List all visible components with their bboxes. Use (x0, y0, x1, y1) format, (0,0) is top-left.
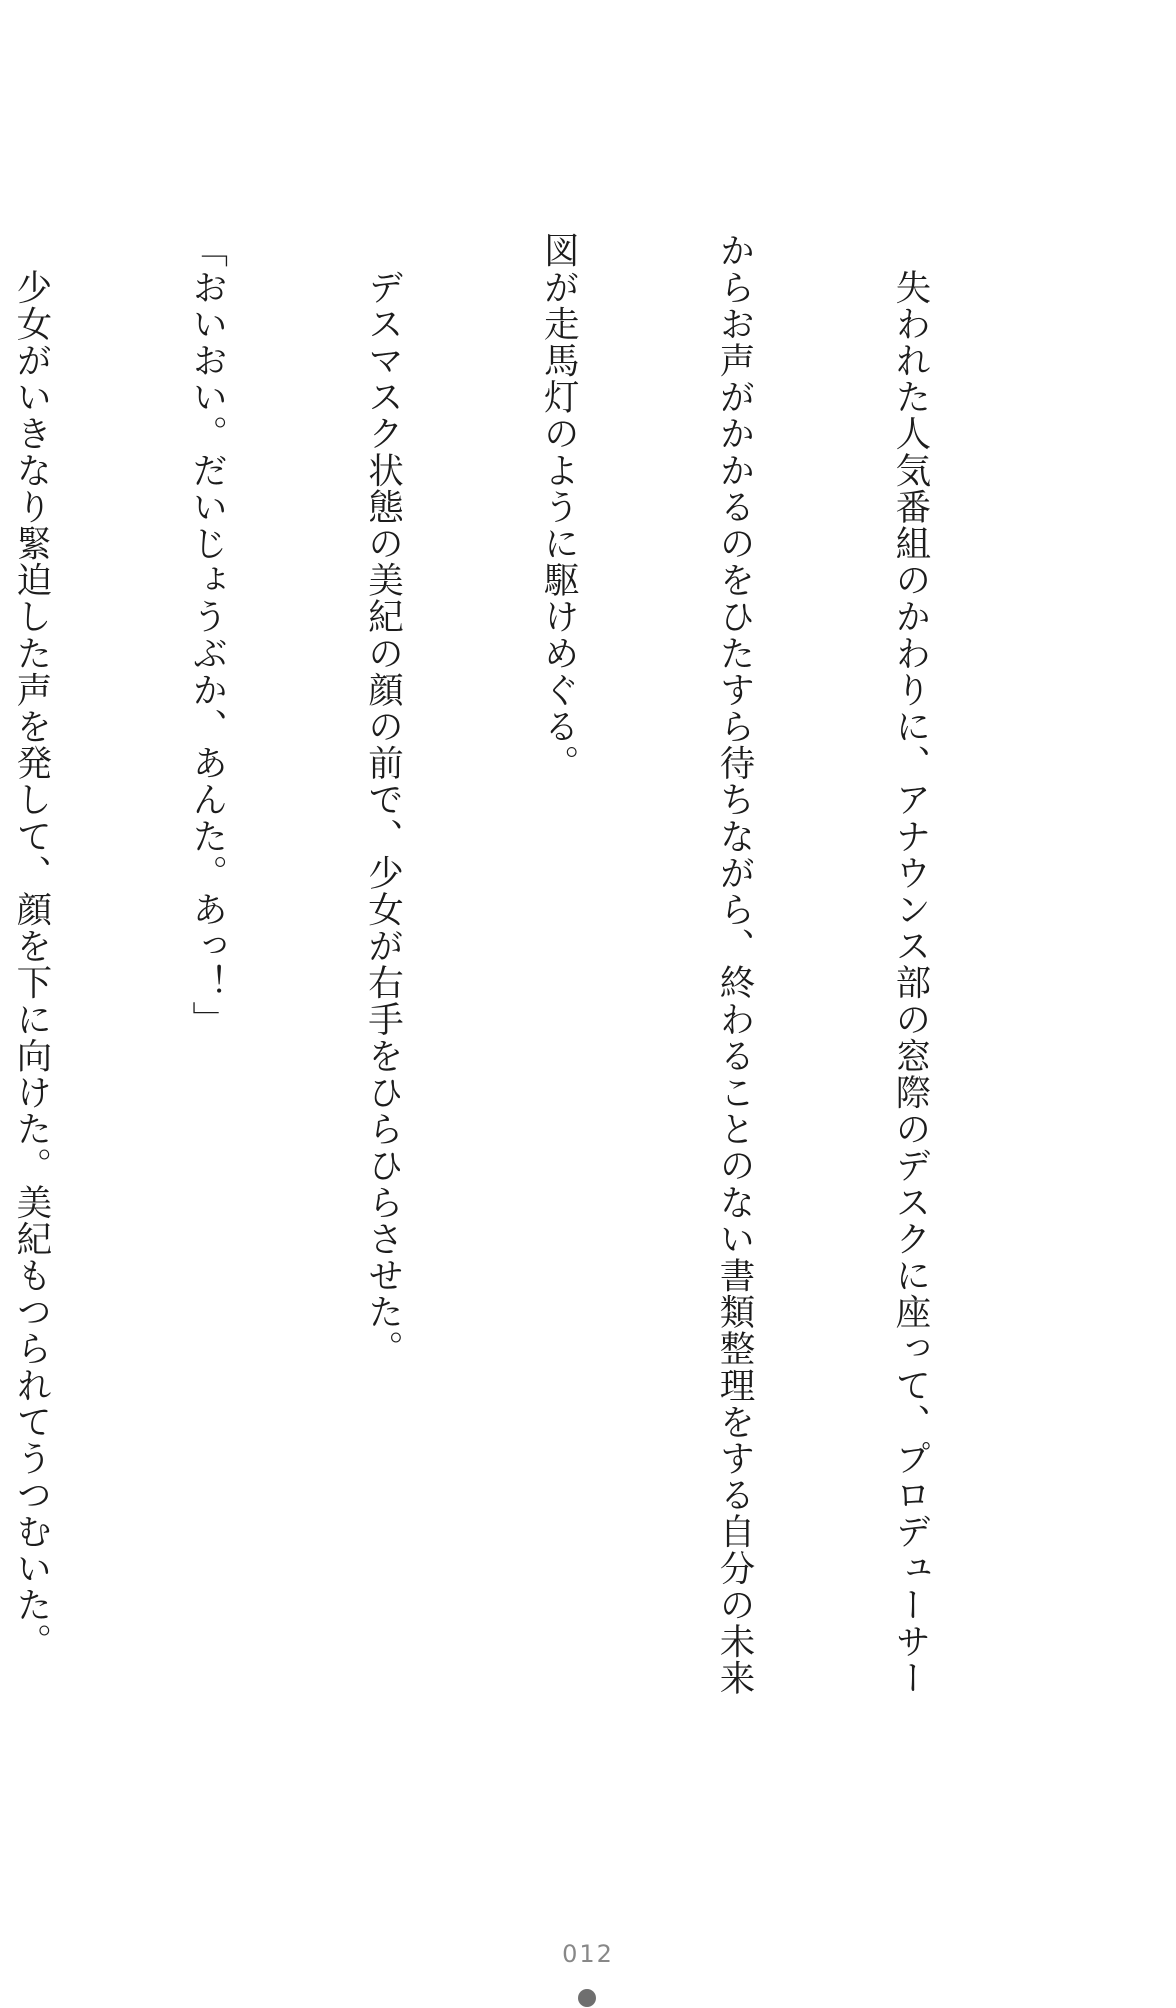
text-line: 図が走馬灯のように駆けめぐる。 (538, 232, 580, 781)
text-line: からお声がかかるのをひたすら待ちながら、終わることのない書類整理をする自分の未来 (714, 232, 756, 1696)
vertical-text-body (10, 232, 1056, 1812)
page-marker-dot (578, 1989, 596, 2007)
text-line: デスマスク状態の美紀の顔の前で、少女が右手をひらひらさせた。 (362, 232, 404, 1367)
text-line: 失われた人気番組のかわりに、アナウンス部の窓際のデスクに座って、プロデューサー (889, 232, 931, 1696)
page-number: 012 (562, 1940, 614, 1968)
text-line: 「おいおい。だいじょうぶか、あんた。あっ！」 (186, 232, 228, 1038)
text-line: 少女がいきなり緊迫した声を発して、顔を下に向けた。美紀もつられてうつむいた。 (10, 232, 52, 1660)
